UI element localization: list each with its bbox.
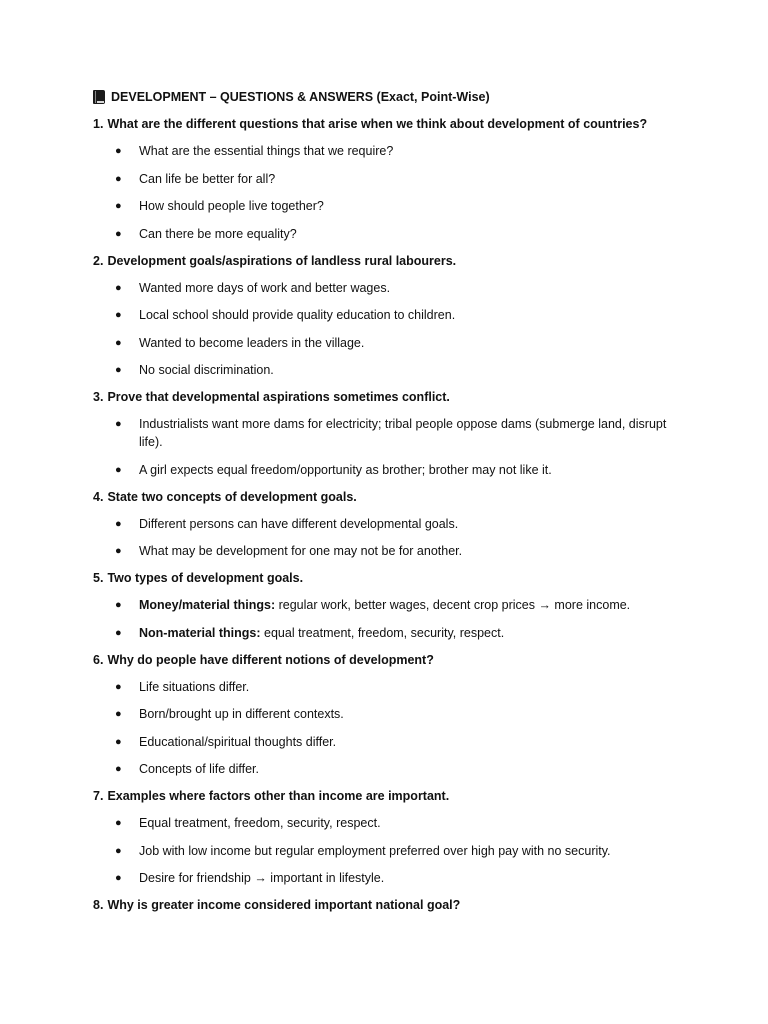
bullet-icon: ● [115,680,122,693]
questions-list [93,115,678,914]
answer-list [93,415,678,479]
answer-text: Industrialists want more dams for electricity; tribal people oppose dams (submerge land, disrupt life). [139,417,667,449]
answer-text: What may be development for one may not be for another. [139,544,463,558]
answer-bold-label: Non-material things: [139,625,261,640]
answer-item [93,142,678,160]
answer-text: Desire for friendship → important in lifestyle. [139,871,385,885]
bullet-icon: ● [115,517,122,530]
answer-text: Local school should provide quality education to children. [139,308,456,322]
answer-item [93,461,678,479]
answer-item [93,334,678,352]
answer-text: Different persons can have different developmental goals. [139,516,459,531]
bullet-icon: ● [115,599,122,611]
book-icon [93,90,105,104]
answer-list [93,515,678,561]
answer-item [93,705,678,723]
bullet-icon: ● [115,200,122,212]
question-text: Development goals/aspirations of landless rural labourers. [107,253,457,268]
answer-text: Can there be more equality? [139,226,297,241]
answer-text: Equal treatment, freedom, security, respect. [139,816,381,830]
bullet-icon: ● [115,872,122,884]
bullet-icon: ● [115,227,122,240]
bullet-icon: ● [115,844,122,857]
question-number: 6. [93,652,104,667]
answer-text: Job with low income but regular employment preferred over high pay with no security. [139,843,611,858]
bullet-icon: ● [115,626,122,639]
bullet-icon: ● [115,145,122,157]
bullet-icon: ● [115,336,122,349]
answer-text: Born/brought up in different contexts. [139,707,344,721]
question-number: 1. [93,117,104,131]
answer-item [93,197,678,215]
question-number: 5. [93,571,104,585]
answer-item [93,733,678,751]
bullet-icon: ● [115,463,122,476]
question-text: Prove that developmental aspirations sometimes conflict. [107,390,450,404]
bullet-icon: ● [115,309,122,321]
answer-item [93,515,678,533]
question-heading [93,896,678,914]
question-number: 2. [93,253,104,268]
answer-item [93,361,678,379]
answer-text: Wanted more days of work and better wages. [139,280,391,295]
answer-text: Educational/spiritual thoughts differ. [139,734,337,749]
answer-text: Can life be better for all? [139,171,276,186]
question-text: Two types of development goals. [107,571,304,585]
document-title-text: DEVELOPMENT – QUESTIONS & ANSWERS (Exact, Point-Wise) [111,90,490,104]
question-number: 8. [93,898,104,912]
answer-item [93,542,678,560]
question-text: Why do people have different notions of development? [107,652,434,667]
answer-text: Concepts of life differ. [139,762,259,776]
bullet-icon: ● [115,172,122,185]
question-heading [93,787,678,805]
document-title [93,88,678,106]
answer-item [93,842,678,860]
answer-text: regular work, better wages, decent crop prices → more income. [275,598,631,612]
answer-list [93,279,678,380]
answer-item [93,869,678,887]
bullet-icon: ● [115,418,122,430]
answer-item [93,814,678,832]
bullet-icon: ● [115,545,122,557]
answer-item [93,760,678,778]
answer-list [93,142,678,243]
answer-item [93,279,678,297]
answer-bold-label: Money/material things: [139,598,276,612]
bullet-icon: ● [115,735,122,748]
question-number: 3. [93,390,104,404]
answer-list [93,678,678,779]
question-heading [93,488,678,506]
question-text: State two concepts of development goals. [107,489,357,504]
answer-item [93,306,678,324]
question-number: 7. [93,789,104,803]
answer-item [93,678,678,696]
question-text: Why is greater income considered important national goal? [107,898,461,912]
answer-item [93,225,678,243]
answer-text: What are the essential things that we require? [139,144,394,158]
question-text: What are the different questions that arise when we think about development of countries? [107,117,648,131]
question-heading [93,388,678,406]
question-heading [93,569,678,587]
question-number: 4. [93,489,104,504]
answer-item [93,170,678,188]
answer-list [93,814,678,887]
question-heading [93,115,678,133]
bullet-icon: ● [115,364,122,376]
answer-list [93,596,678,642]
bullet-icon: ● [115,763,122,775]
answer-text: No social discrimination. [139,363,274,377]
answer-item [93,415,678,451]
bullet-icon: ● [115,708,122,720]
question-heading [93,252,678,270]
bullet-icon: ● [115,817,122,829]
answer-item [93,596,678,614]
question-text: Examples where factors other than income are important. [107,789,450,803]
answer-text: Wanted to become leaders in the village. [139,335,365,350]
answer-text: How should people live together? [139,199,324,213]
answer-text: Life situations differ. [139,679,250,694]
question-heading [93,651,678,669]
answer-item [93,624,678,642]
bullet-icon: ● [115,281,122,294]
answer-text: equal treatment, freedom, security, respect. [260,625,505,640]
answer-text: A girl expects equal freedom/opportunity as brother; brother may not like it. [139,462,552,477]
